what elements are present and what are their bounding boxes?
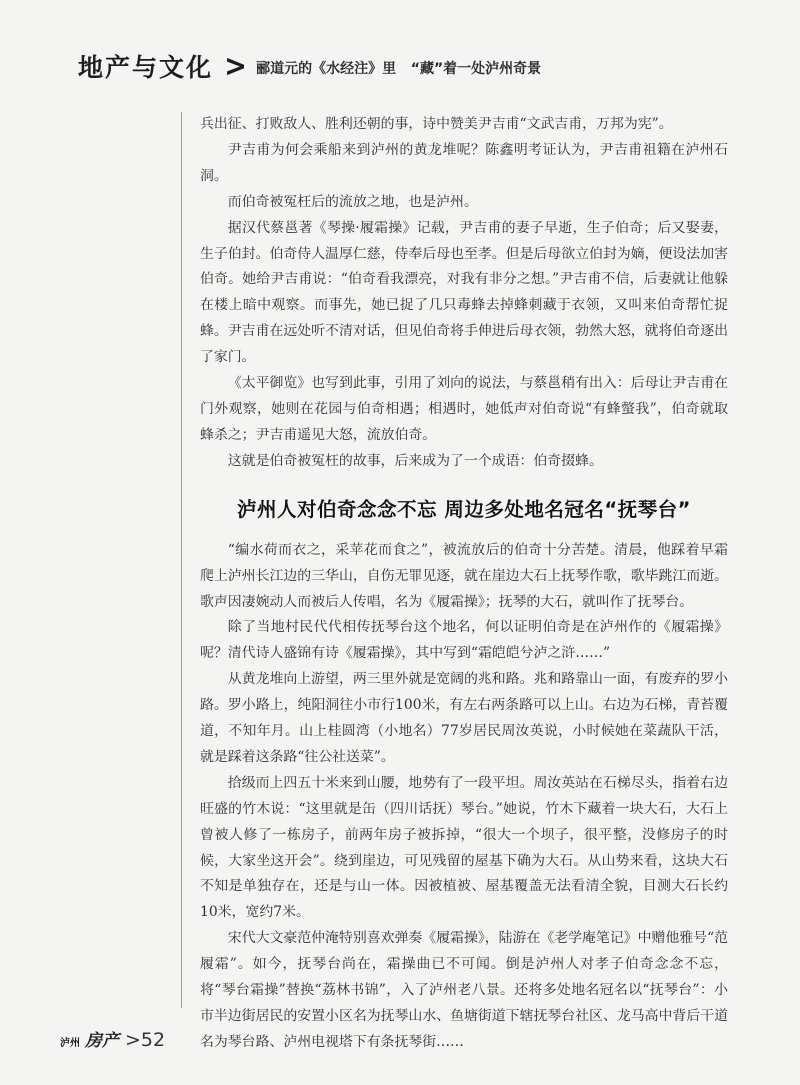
- paragraph: “编水荷而衣之，采苹花而食之”，被流放后的伯奇十分苦楚。清晨，他踩着早霜爬上泸州长江边的三华山，自伤无罪见逐，就在崖边大石上抚琴作歌，歌毕跳江而逝。歌声因凄婉动人而被后人传唱，名为《履霜操》；抚琴的大石，就叫作了抚琴台。: [200, 541, 728, 610]
- section-title: 地产与文化: [78, 53, 214, 82]
- page-footer: [60, 1026, 165, 1051]
- paragraph: 除了当地村民代代相传抚琴台这个地名，何以证明伯奇是在泸州作的《履霜操》呢？清代诗人盛锦有诗《履霜操》，其中写到“霜皑皑兮泸之浒……”: [200, 619, 728, 662]
- article-body: [200, 112, 728, 1056]
- paragraph: 宋代大文豪范仲淹特别喜欢弹奏《履霜操》，陆游在《老学庵笔记》中赠他雅号“范履霜”。如今，抚琴台尚在，霜操曲已不可闻。倒是泸州人对孝子伯奇念念不忘，将“琴台霜操”替换“荔林书锦”，入了泸州老八景。还将多处地名冠名以“抚琴台”：小市半边街居民的安置小区名为抚琴山水、鱼塘街道下辖抚琴台社区、龙马高中背后干道名为琴台路、泸州电视塔下有条抚琴街……: [200, 930, 729, 1050]
- article-title: 郦道元的《水经注》里 “藏”着一处泸州奇景: [256, 61, 542, 77]
- column-divider: [181, 112, 182, 1008]
- paragraph: 拾级而上四五十米来到山腰，地势有了一段平坦。周汝英站在石梯尽头，指着右边旺盛的竹木说：“这里就是缶（四川话抚）琴台。”她说，竹木下藏着一块大石，大石上曾被人修了一栋房子，前两年房子被拆掉，“很大一个坝子，很平整，没修房子的时候，大家坐这开会”。绕到崖边，可见残留的屋基下确为大石。从山势来看，这块大石不知是单独存在，还是与山一体。因被植被、屋基覆盖无法看清全貌，目测大石长约10米，宽约7米。: [200, 774, 728, 921]
- page-number: >52: [125, 1029, 166, 1051]
- paragraph: 而伯奇被冤枉后的流放之地，也是泸州。: [227, 193, 478, 210]
- paragraph: 这就是伯奇被冤枉的故事，后来成为了一个成语：伯奇掇蜂。: [227, 452, 603, 469]
- paragraph: 尹吉甫为何会乘船来到泸州的黄龙堆呢？陈鑫明考证认为，尹吉甫祖籍在泸州石洞。: [200, 141, 728, 184]
- paragraph: 兵出征、打败敌人、胜利还朝的事，诗中赞美尹吉甫“文武吉甫，万邦为宪”。: [200, 116, 673, 132]
- paragraph: 据汉代蔡邕著《琴操·履霜操》记载，尹吉甫的妻子早逝，生子伯奇；后又娶妻，生子伯封。伯奇侍人温厚仁慈，侍奉后母也至孝。但是后母欲立伯封为嫡，便设法加害伯奇。她给尹吉甫说：“伯奇看我漂亮，对我有非分之想。”尹吉甫不信，后妻就让他躲在楼上暗中观察。而事先，她已捉了几只毒蜂去掉蜂刺藏于衣领，又叫来伯奇帮忙捉蜂。尹吉甫在远处听不清对话，但见伯奇将手伸进后母衣领，勃然大怒，就将伯奇逐出了家门。: [200, 219, 728, 366]
- chevron-right-icon: >: [224, 48, 247, 84]
- page-header: [78, 46, 541, 86]
- footer-city: 泸州: [60, 1038, 80, 1049]
- paragraph: 《太平御览》也写到此事，引用了刘向的说法，与蔡邕稍有出入：后母让尹吉甫在门外观察，她则在花园与伯奇相遇；相遇时，她低声对伯奇说“有蜂螫我”，伯奇就取蜂杀之；尹吉甫遥见大怒，流放伯奇。: [200, 375, 728, 443]
- section-subheading: 泸州人对伯奇念念不忘 周边多处地名冠名“抚琴台”: [237, 497, 691, 521]
- paragraph: 从黄龙堆向上游望，两三里外就是宽阔的兆和路。兆和路靠山一面，有废弃的罗小路。罗小路上，纯阳洞往小市行100米，有左右两条路可以上山。右边为石梯，青苔覆道，不知年月。山上桂圆湾（小地名）77岁居民周汝英说，小时候她在菜蔬队干活，就是踩着这条路“往公社送菜”。: [200, 671, 728, 765]
- magazine-logo: 房产: [85, 1031, 119, 1051]
